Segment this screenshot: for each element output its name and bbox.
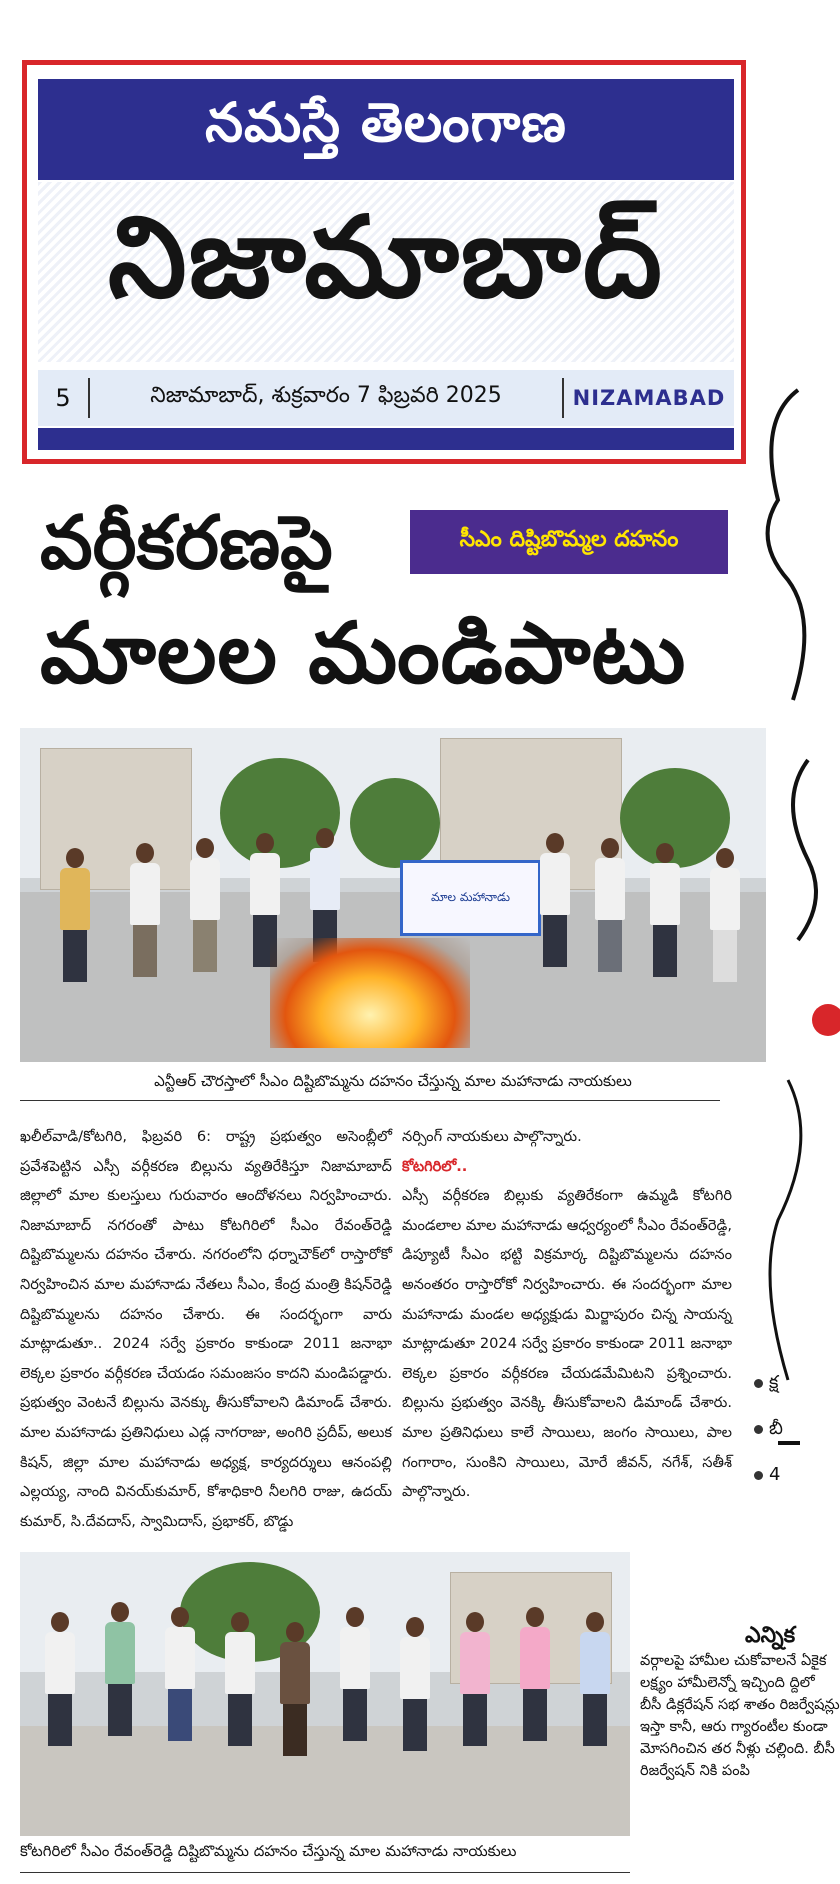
- edition-title: నిజామాబాద్: [38, 182, 734, 362]
- rule: [20, 1872, 630, 1873]
- page-number: 5: [55, 384, 71, 412]
- headline-line-1: వర్గీకరణపై: [40, 500, 333, 586]
- bullet-item: బీ: [754, 1406, 814, 1452]
- protest-banner: మాల మహానాడు: [400, 860, 541, 936]
- subhead-kotagiri: కోటగిరిలో..: [402, 1157, 468, 1175]
- bullet-item: క్ష: [754, 1360, 814, 1406]
- column-2-body: ఎస్సీ వర్గీకరణ బిల్లుకు వ్యతిరేకంగా ఉమ్మడి కోటగిరి మండలాల మాల మహానాడు ఆధ్వర్యంలో సీఎం రేవంత్‌రెడ్డి, డిప్యూటీ సీఎం భట్టి విక్రమార్క దిష్టిబొమ్మలను దహనం అనంతరం రాస్తారోకో నిర్వహించారు. ఈ సందర్భంగా మాల మహానాడు మండల అధ్యక్షుడు మిర్జాపురం చిన్న సాయన్న మాట్లాడుతూ 2024 సర్వే ప్రకారం కాకుండా 2011 జనాభా లెక్కల ప్రకారం వర్గీకరణ చేయడమేమిటని ప్రశ్నించారు. బిల్లును ప్రభుత్వం వెనక్కి తీసుకోవాలని డిమాండ్ చేశారు. మాల ప్రతినిధులు కాలే సాయిలు, జంగం సాయిలు, పాల గంగారాం, సుంకిని సాయిలు, మోరే జీవన్, నగేశ్, సతీశ్ పాల్గొన్నారు.: [402, 1187, 732, 1501]
- photo-caption-2: కోటగిరిలో సీఎం రేవంత్‌రెడ్డి దిష్టిబొమ్మను దహనం చేస్తున్న మాల మహానాడు నాయకులు: [20, 1842, 517, 1860]
- dateline: నిజామాబాద్, శుక్రవారం 7 ఫిబ్రవరి 2025: [150, 383, 502, 408]
- dateline-bar: [38, 370, 734, 426]
- adjacent-heading: ఎన్నిక: [745, 1623, 796, 1648]
- photo-effigy-burning-kotagiri: [20, 1552, 630, 1836]
- edition-name-english: NIZAMABAD: [572, 386, 726, 410]
- photo-caption-1: ఎన్టీఆర్ చౌరస్తాలో సీఎం దిష్టిబొమ్మను దహనం చేస్తున్న మాల మహానాడు నాయకులు: [154, 1072, 632, 1090]
- article-column-1: ఖలీల్‌వాడి/కోటగిరి, ఫిబ్రవరి 6: రాష్ట్ర ప్రభుత్వం అసెంబ్లీలో ప్రవేశపెట్టిన ఎస్సీ వర్గీకరణ బిల్లును వ్యతిరేకిస్తూ నిజామాబాద్ జిల్లాలో మాల కులస్తులు గురువారం ఆందోళనలు నిర్వహించారు. నిజామాబాద్ నగరంతో పాటు కోటగిరిలో సీఎం రేవంత్‌రెడ్డి దిష్టిబొమ్మలను దహనం చేశారు. నగరంలోని ధర్నాచౌక్‌లో రాస్తారోకో నిర్వహించిన మాల మహానాడు నేతలు సీఎం, కేంద్ర మంత్రి కిషన్‌రెడ్డి దిష్టిబొమ్మలను దహనం చేశారు. ఈ సందర్భంగా వారు మాట్లాడుతూ.. 2024 సర్వే ప్రకారం కాకుండా 2011 జనాభా లెక్కల ప్రకారం వర్గీకరణ చేయడం సమంజసం కాదని మండిపడ్డారు. ప్రభుత్వం వెంటనే బిల్లును వెనక్కు తీసుకోవాలని డిమాండ్ చేశారు. మాల మహానాడు ప్రతినిధులు ఎడ్ల నాగరాజు, అంగిరి ప్రదీప్, అలుక కిషన్, జిల్లా మాల మహానాడు అధ్యక్ష, కార్యదర్శులు ఆనంపల్లి ఎల్లయ్య, నాంది వినయ్‌కుమార్, కోశాధికారి నీలగిరి రాజు, ఉదయ్ కుమార్, సి.దేవదాస్, స్వామిదాస్, ప్రభాకర్, బొడ్డు: [20, 1128, 392, 1530]
- column-2-lead: నర్సింగ్ నాయకులు పాల్గొన్నారు.: [402, 1128, 582, 1145]
- fire: [270, 938, 470, 1048]
- kicker-box: సీఎం దిష్టిబొమ్మల దహనం: [410, 510, 728, 574]
- bullet-item: 4: [754, 1452, 814, 1498]
- photo-effigy-burning-ntr-circle: [20, 728, 766, 1062]
- adjacent-bullet-list: [754, 1360, 814, 1498]
- headline-line-2: మాలల మండిపాటు: [40, 604, 687, 702]
- masthead-bottom-band: [38, 428, 734, 450]
- newspaper-brand: నమస్తే తెలంగాణ: [38, 79, 734, 180]
- rule: [20, 1100, 720, 1101]
- divider: [778, 1441, 800, 1445]
- cartoon-illustration: [748, 380, 838, 1400]
- article-column-2: [402, 1122, 732, 1507]
- adjacent-article-text: వర్గాలపై హామీల చుకోవాలనే ఏకైక లక్ష్యం హామీలెన్నో ఇచ్చింది ద్దిలో బీసీ డిక్లరేషన్ సభ శాతం రిజర్వేషన్లు ఇస్తా కానీ, ఆరు గ్యారంటీల కుండా మోసగించిన తర నీళ్లు చల్లింది. బీసీ రిజర్వేషన్ నికి పంపి: [640, 1653, 840, 1779]
